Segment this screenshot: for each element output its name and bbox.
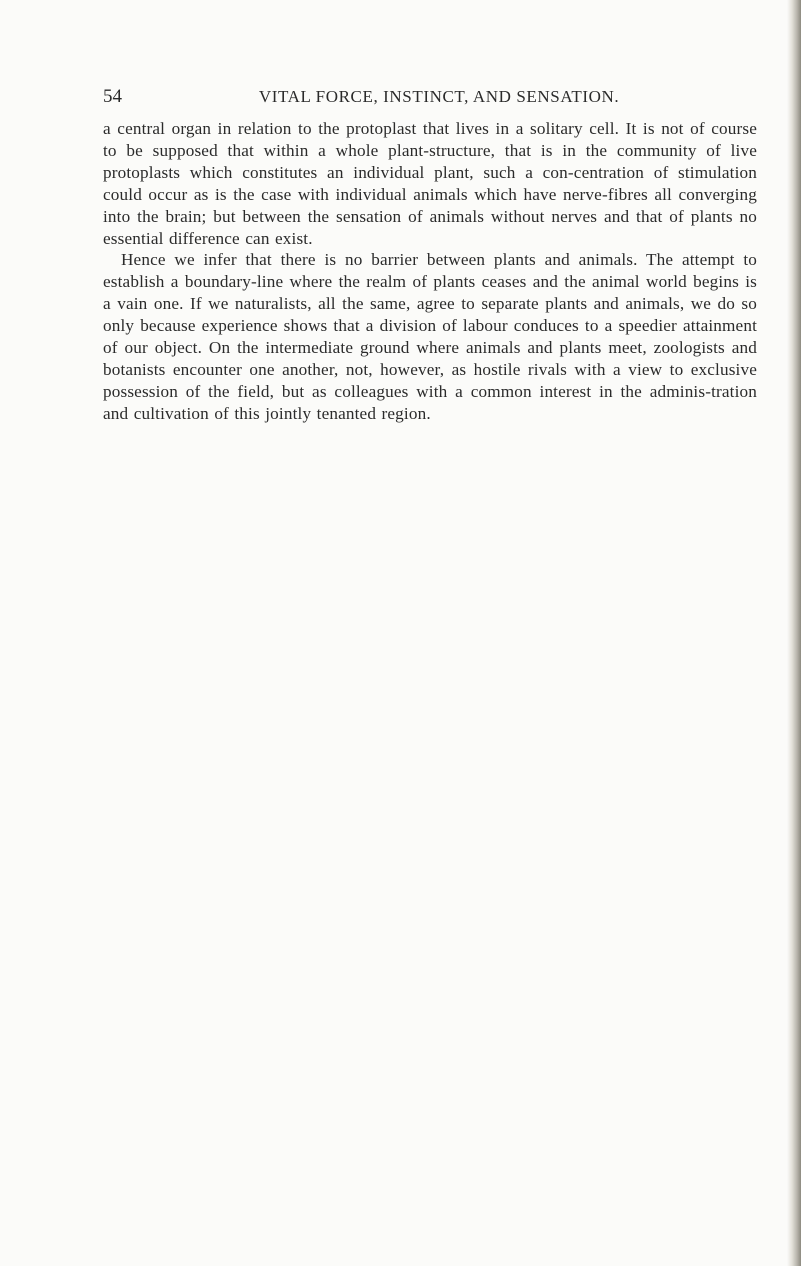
page-edge-shadow (787, 0, 801, 1266)
paragraph: Hence we infer that there is no barrier between plants and animals. The attempt to establish a boundary-line where the realm of plants ceases and the animal world begins is a vain one. If we naturalists, all the same, agree to separate plants and animals, we do so only because experience shows that a division of labour conduces to a speedier attainment of our object. On the intermediate ground where animals and plants meet, zoologists and botanists encounter one another, not, however, as hostile rivals with a view to exclusive possession of the field, but as colleagues with a common interest in the adminis-tration and cultivation of this jointly tenanted region. (103, 250, 757, 423)
running-head (103, 86, 757, 110)
body-text (103, 118, 757, 425)
page-number: 54 (103, 86, 122, 107)
paragraph-continued: a central organ in relation to the protoplast that lives in a solitary cell. It is not of course to be supposed that within a whole plant-structure, that is in the community of live protoplasts which constitutes an individual plant, such a con-centration of stimulation could occur as is the case with individual animals which have nerve-fibres all converging into the brain; but between the sensation of animals without nerves and that of plants no essential difference can exist. (103, 119, 757, 248)
running-title: VITAL FORCE, INSTINCT, AND SENSATION. (258, 87, 620, 106)
